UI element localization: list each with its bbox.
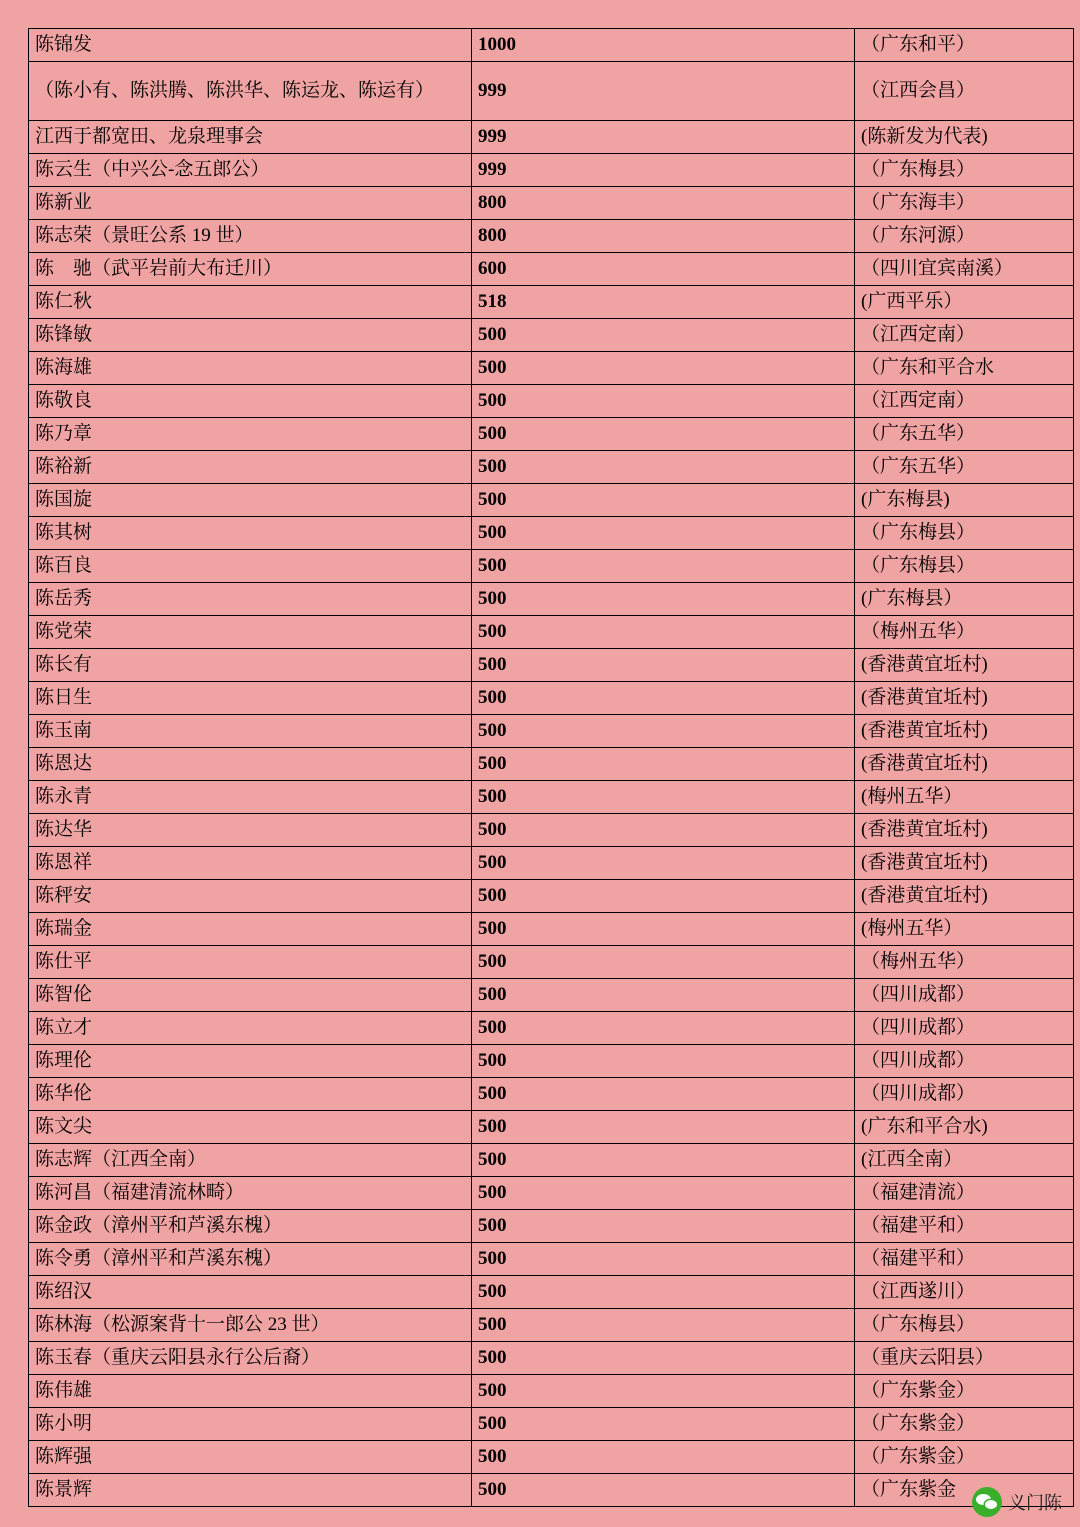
donor-place-cell: (广东梅县) (855, 484, 1074, 517)
donor-place-cell: （广东海丰） (855, 187, 1074, 220)
wechat-watermark (968, 1485, 1066, 1519)
table-row (29, 451, 1074, 484)
donor-name-cell: 陈长有 (29, 649, 472, 682)
donation-table-body (29, 29, 1074, 1507)
donor-name-cell: 陈河昌（福建清流林畸） (29, 1177, 472, 1210)
donation-amount-cell: 500 (472, 550, 855, 583)
donation-amount-cell: 500 (472, 1342, 855, 1375)
wechat-icon (972, 1487, 1002, 1517)
table-row (29, 946, 1074, 979)
donation-amount-cell: 500 (472, 1012, 855, 1045)
donor-name-cell: （陈小有、陈洪腾、陈洪华、陈运龙、陈运有） (29, 62, 472, 121)
donor-name-cell: 陈理伦 (29, 1045, 472, 1078)
donor-name-cell: 江西于都宽田、龙泉理事会 (29, 121, 472, 154)
donor-name-cell: 陈智伦 (29, 979, 472, 1012)
donation-amount-cell: 600 (472, 253, 855, 286)
donation-amount-cell: 500 (472, 1243, 855, 1276)
donor-place-cell: （广东梅县） (855, 1309, 1074, 1342)
donor-name-cell: 陈瑞金 (29, 913, 472, 946)
donation-amount-cell: 800 (472, 187, 855, 220)
table-row (29, 1408, 1074, 1441)
donor-place-cell: （广东五华） (855, 418, 1074, 451)
donor-place-cell: （四川成都） (855, 1045, 1074, 1078)
donor-place-cell: (香港黄宜坵村) (855, 880, 1074, 913)
donor-place-cell: （江西定南） (855, 319, 1074, 352)
table-row (29, 1375, 1074, 1408)
donor-name-cell: 陈玉南 (29, 715, 472, 748)
donation-amount-cell: 500 (472, 1045, 855, 1078)
donor-place-cell: (江西全南） (855, 1144, 1074, 1177)
donor-name-cell: 陈新业 (29, 187, 472, 220)
donor-name-cell: 陈党荣 (29, 616, 472, 649)
donor-place-cell: （广东紫金 (855, 1474, 1074, 1507)
donor-name-cell: 陈景辉 (29, 1474, 472, 1507)
donor-place-cell: (梅州五华） (855, 913, 1074, 946)
donor-name-cell: 陈玉春（重庆云阳县永行公后裔） (29, 1342, 472, 1375)
donation-amount-cell: 999 (472, 62, 855, 121)
table-row (29, 748, 1074, 781)
donor-place-cell: （江西定南） (855, 385, 1074, 418)
donor-place-cell: （广东梅县） (855, 517, 1074, 550)
table-row (29, 29, 1074, 62)
donation-amount-cell: 500 (472, 1276, 855, 1309)
table-row (29, 517, 1074, 550)
donor-name-cell: 陈金政（漳州平和芦溪东槐） (29, 1210, 472, 1243)
donation-amount-cell: 500 (472, 484, 855, 517)
donation-amount-cell: 500 (472, 1177, 855, 1210)
donor-name-cell: 陈仁秋 (29, 286, 472, 319)
table-row (29, 1441, 1074, 1474)
donation-amount-cell: 500 (472, 418, 855, 451)
donation-amount-cell: 500 (472, 1144, 855, 1177)
donation-amount-cell: 800 (472, 220, 855, 253)
donation-amount-cell: 500 (472, 319, 855, 352)
donor-name-cell: 陈华伦 (29, 1078, 472, 1111)
donor-place-cell: （梅州五华） (855, 616, 1074, 649)
table-row (29, 1078, 1074, 1111)
donor-name-cell: 陈云生（中兴公-念五郎公） (29, 154, 472, 187)
donor-name-cell: 陈绍汉 (29, 1276, 472, 1309)
table-row (29, 550, 1074, 583)
donor-place-cell: （广东紫金） (855, 1441, 1074, 1474)
donor-place-cell: （四川宜宾南溪） (855, 253, 1074, 286)
table-row (29, 1111, 1074, 1144)
table-row (29, 352, 1074, 385)
donor-name-cell: 陈永青 (29, 781, 472, 814)
table-row (29, 1012, 1074, 1045)
donor-place-cell: （福建清流） (855, 1177, 1074, 1210)
table-row (29, 616, 1074, 649)
table-row (29, 880, 1074, 913)
table-row (29, 1045, 1074, 1078)
donation-amount-cell: 500 (472, 847, 855, 880)
table-row (29, 913, 1074, 946)
table-row (29, 1276, 1074, 1309)
donation-amount-cell: 500 (472, 649, 855, 682)
table-row (29, 1309, 1074, 1342)
donor-name-cell: 陈岳秀 (29, 583, 472, 616)
donation-amount-cell: 500 (472, 913, 855, 946)
table-row (29, 1210, 1074, 1243)
table-row (29, 1177, 1074, 1210)
donor-name-cell: 陈志辉（江西全南） (29, 1144, 472, 1177)
donor-name-cell: 陈秤安 (29, 880, 472, 913)
donation-amount-cell: 500 (472, 1474, 855, 1507)
donation-amount-cell: 500 (472, 352, 855, 385)
donation-amount-cell: 999 (472, 154, 855, 187)
table-row (29, 847, 1074, 880)
donation-amount-cell: 500 (472, 814, 855, 847)
donation-amount-cell: 500 (472, 1441, 855, 1474)
donation-amount-cell: 500 (472, 1309, 855, 1342)
donor-name-cell: 陈海雄 (29, 352, 472, 385)
donor-name-cell: 陈令勇（漳州平和芦溪东槐） (29, 1243, 472, 1276)
table-row (29, 715, 1074, 748)
donor-place-cell: (香港黄宜坵村) (855, 847, 1074, 880)
table-row (29, 319, 1074, 352)
donation-amount-cell: 500 (472, 781, 855, 814)
table-row (29, 649, 1074, 682)
donor-place-cell: （江西遂川） (855, 1276, 1074, 1309)
donation-amount-cell: 500 (472, 517, 855, 550)
donor-place-cell: （广东和平） (855, 29, 1074, 62)
table-row (29, 1474, 1074, 1507)
donation-amount-cell: 500 (472, 1375, 855, 1408)
table-row (29, 781, 1074, 814)
donation-amount-cell: 500 (472, 880, 855, 913)
donor-place-cell: (香港黄宜坵村) (855, 748, 1074, 781)
donation-amount-cell: 500 (472, 682, 855, 715)
donor-name-cell: 陈百良 (29, 550, 472, 583)
donor-name-cell: 陈裕新 (29, 451, 472, 484)
donor-name-cell: 陈乃章 (29, 418, 472, 451)
donation-amount-cell: 999 (472, 121, 855, 154)
donation-amount-cell: 500 (472, 1408, 855, 1441)
donor-name-cell: 陈立才 (29, 1012, 472, 1045)
donor-name-cell: 陈恩达 (29, 748, 472, 781)
donor-name-cell: 陈锦发 (29, 29, 472, 62)
donor-name-cell: 陈林海（松源案背十一郎公 23 世） (29, 1309, 472, 1342)
donor-name-cell: 陈达华 (29, 814, 472, 847)
donor-place-cell: (香港黄宜坵村) (855, 682, 1074, 715)
donor-place-cell: （广东紫金） (855, 1375, 1074, 1408)
donor-name-cell: 陈文尖 (29, 1111, 472, 1144)
table-row (29, 187, 1074, 220)
donation-table (28, 28, 1074, 1507)
donor-place-cell: (广西平乐） (855, 286, 1074, 319)
table-row (29, 286, 1074, 319)
table-row (29, 979, 1074, 1012)
table-row (29, 814, 1074, 847)
donor-place-cell: (梅州五华） (855, 781, 1074, 814)
donor-place-cell: （梅州五华） (855, 946, 1074, 979)
donor-name-cell: 陈敬良 (29, 385, 472, 418)
donation-amount-cell: 500 (472, 451, 855, 484)
donor-name-cell: 陈志荣（景旺公系 19 世） (29, 220, 472, 253)
table-row (29, 220, 1074, 253)
donor-place-cell: （广东梅县） (855, 550, 1074, 583)
donation-amount-cell: 500 (472, 616, 855, 649)
donation-amount-cell: 500 (472, 583, 855, 616)
donor-place-cell: （福建平和） (855, 1243, 1074, 1276)
table-row (29, 385, 1074, 418)
donor-place-cell: （广东梅县） (855, 154, 1074, 187)
table-row (29, 583, 1074, 616)
donor-name-cell: 陈辉强 (29, 1441, 472, 1474)
donor-place-cell: （广东和平合水 (855, 352, 1074, 385)
donation-amount-cell: 1000 (472, 29, 855, 62)
table-row (29, 1342, 1074, 1375)
donation-amount-cell: 500 (472, 979, 855, 1012)
donation-amount-cell: 500 (472, 1210, 855, 1243)
donor-place-cell: (广东梅县） (855, 583, 1074, 616)
donor-place-cell: （广东五华） (855, 451, 1074, 484)
donor-name-cell: 陈仕平 (29, 946, 472, 979)
table-row (29, 253, 1074, 286)
donor-place-cell: (香港黄宜坵村) (855, 649, 1074, 682)
donor-place-cell: （福建平和） (855, 1210, 1074, 1243)
donor-place-cell: （广东河源） (855, 220, 1074, 253)
donor-place-cell: (香港黄宜坵村) (855, 814, 1074, 847)
table-row (29, 1144, 1074, 1177)
table-row (29, 484, 1074, 517)
donor-name-cell: 陈恩祥 (29, 847, 472, 880)
donor-place-cell: （江西会昌） (855, 62, 1074, 121)
donation-amount-cell: 518 (472, 286, 855, 319)
donor-name-cell: 陈小明 (29, 1408, 472, 1441)
wechat-account-name: 义门陈 (1008, 1493, 1062, 1513)
donor-name-cell: 陈锋敏 (29, 319, 472, 352)
donor-place-cell: （四川成都） (855, 1012, 1074, 1045)
table-row (29, 154, 1074, 187)
donation-amount-cell: 500 (472, 748, 855, 781)
donation-amount-cell: 500 (472, 385, 855, 418)
donor-name-cell: 陈日生 (29, 682, 472, 715)
table-row (29, 682, 1074, 715)
donor-place-cell: (陈新发为代表) (855, 121, 1074, 154)
table-row (29, 121, 1074, 154)
donation-amount-cell: 500 (472, 1078, 855, 1111)
donation-amount-cell: 500 (472, 946, 855, 979)
table-row (29, 1243, 1074, 1276)
table-row (29, 418, 1074, 451)
donor-name-cell: 陈 驰（武平岩前大布迁川） (29, 253, 472, 286)
donor-place-cell: （四川成都） (855, 1078, 1074, 1111)
donor-place-cell: （广东紫金） (855, 1408, 1074, 1441)
donor-place-cell: (广东和平合水) (855, 1111, 1074, 1144)
donor-place-cell: （重庆云阳县） (855, 1342, 1074, 1375)
donor-name-cell: 陈国旋 (29, 484, 472, 517)
donor-place-cell: （四川成都） (855, 979, 1074, 1012)
donation-amount-cell: 500 (472, 1111, 855, 1144)
donor-name-cell: 陈伟雄 (29, 1375, 472, 1408)
table-row (29, 62, 1074, 121)
donor-place-cell: (香港黄宜坵村) (855, 715, 1074, 748)
donor-name-cell: 陈其树 (29, 517, 472, 550)
donation-amount-cell: 500 (472, 715, 855, 748)
